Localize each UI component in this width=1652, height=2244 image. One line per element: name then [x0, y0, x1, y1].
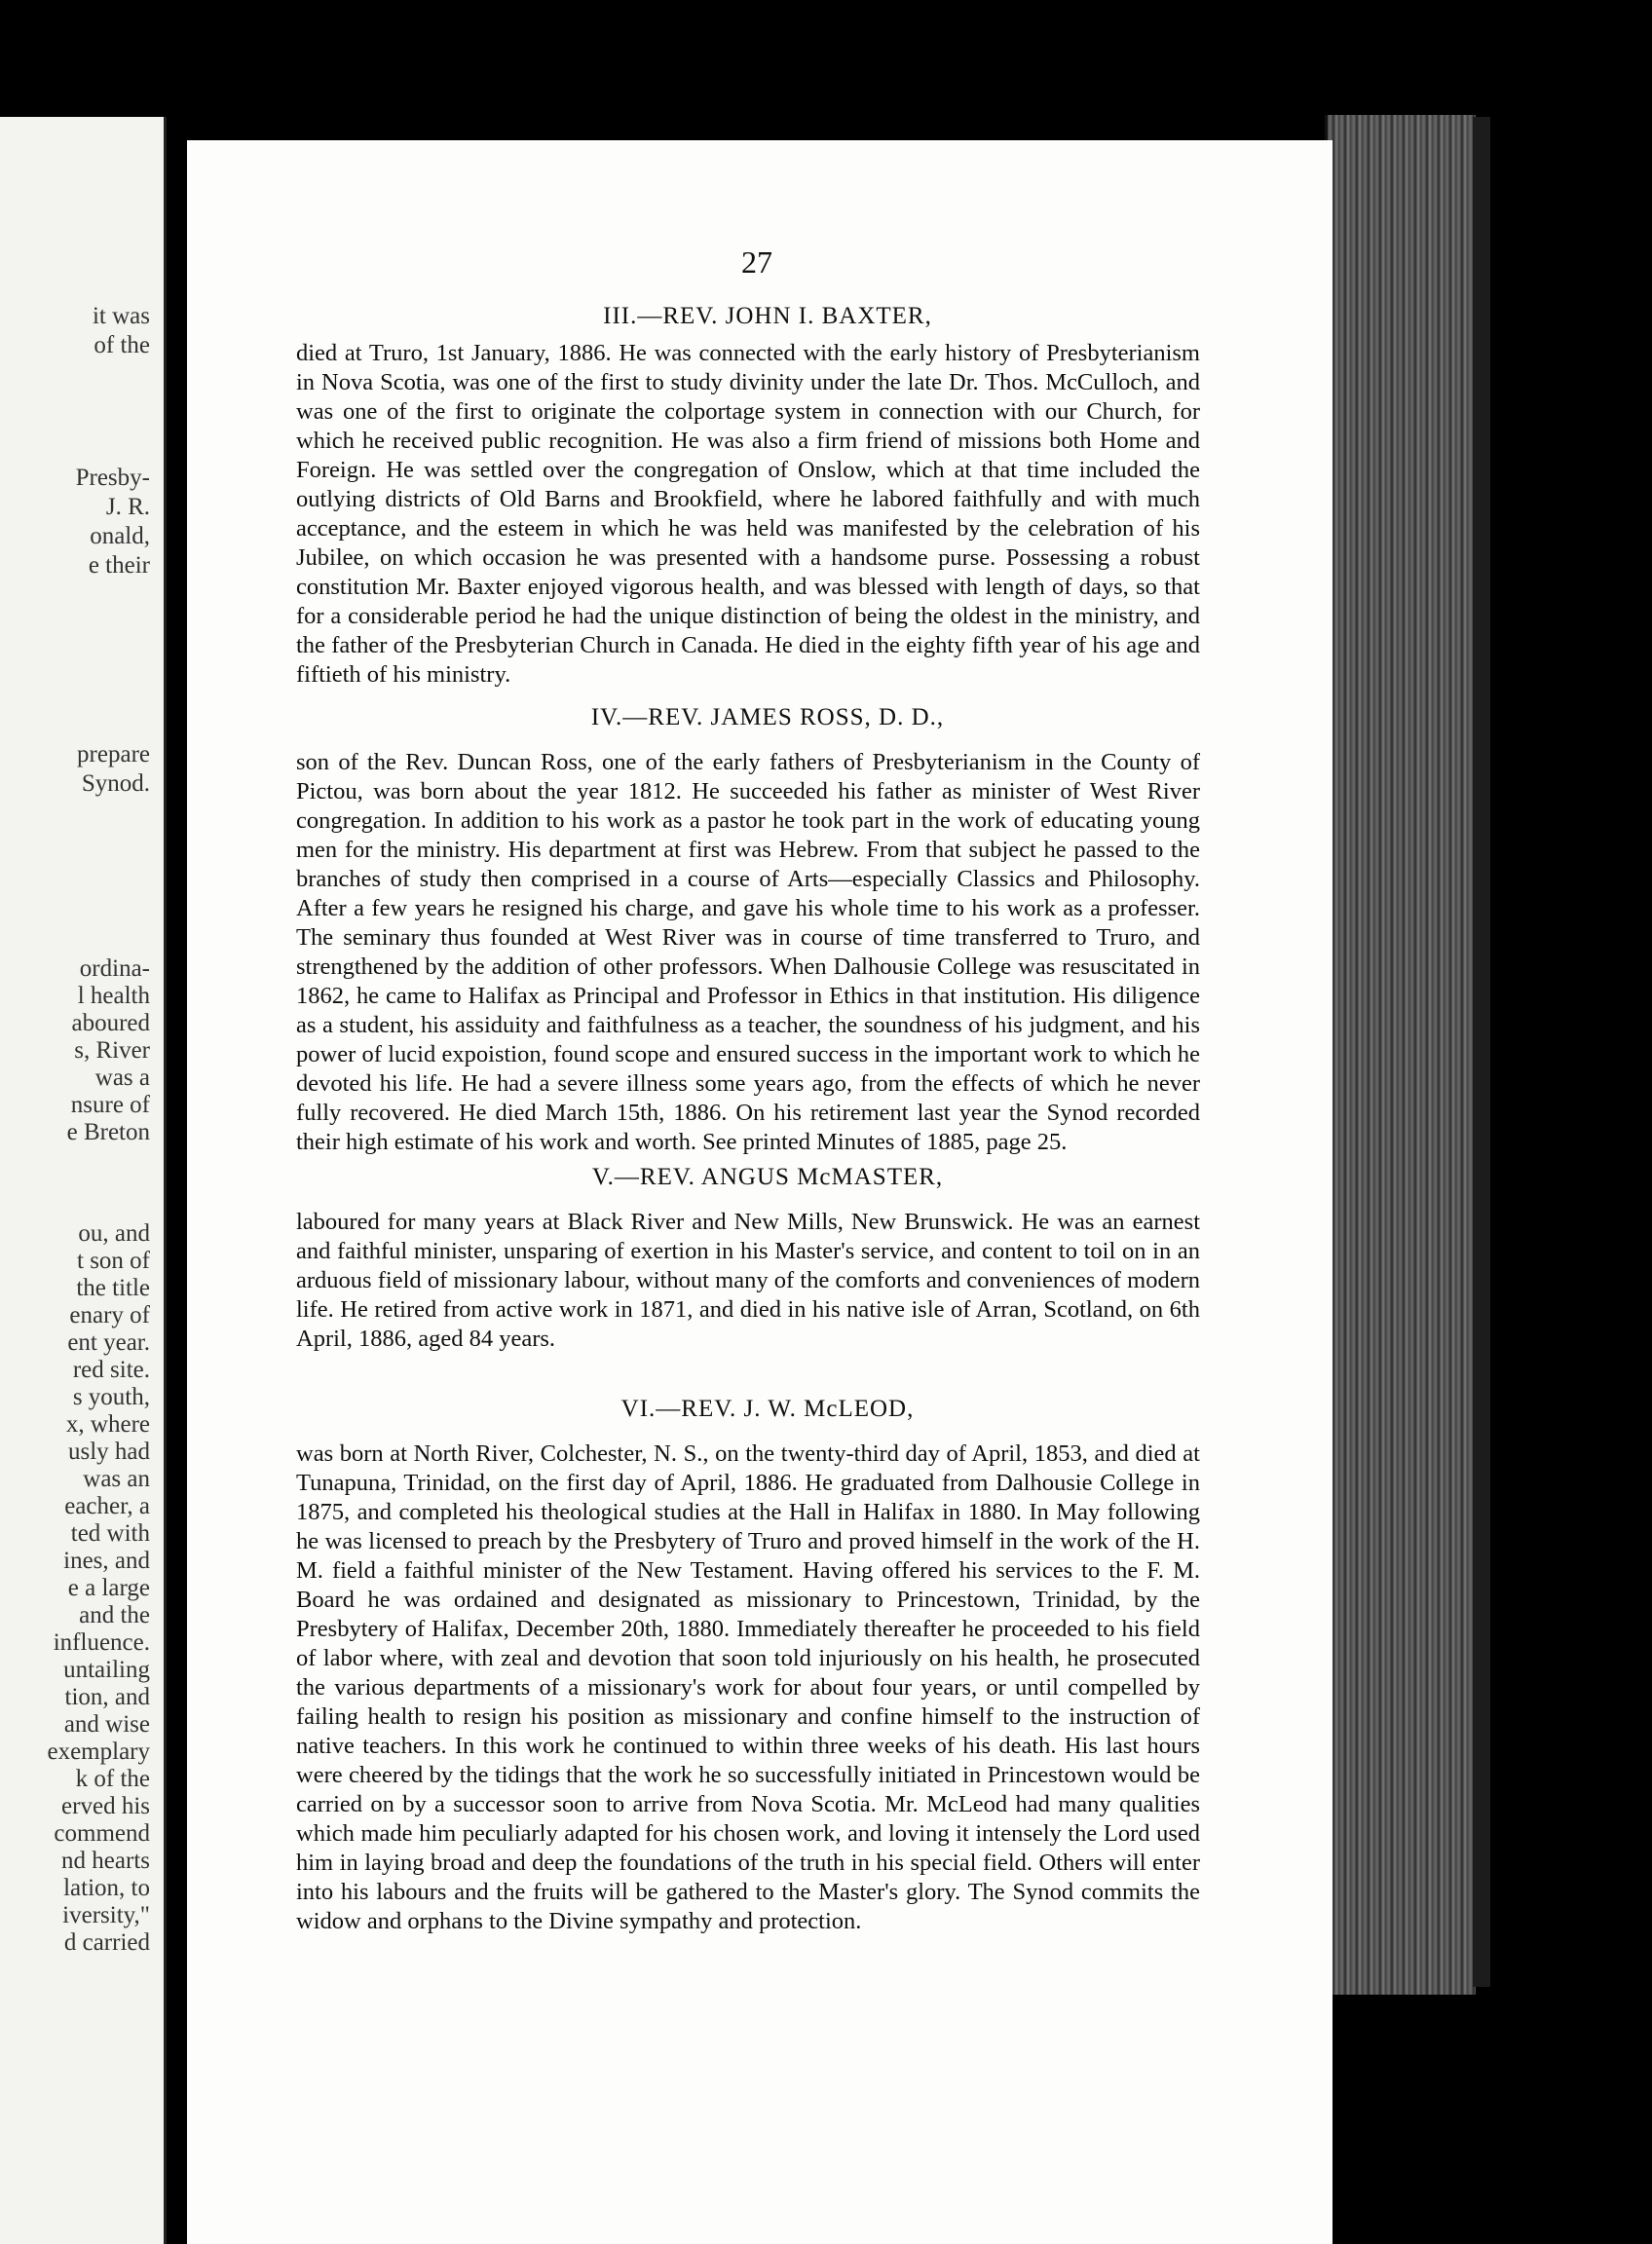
left-page-fragment: s, River: [74, 1037, 150, 1064]
left-page-fragment: ordina-: [79, 955, 150, 982]
left-page-fragment: nd hearts: [61, 1848, 150, 1874]
left-page-fragment: influence.: [53, 1629, 150, 1656]
obituary-text: died at Truro, 1st January, 1886. He was connected with the early history of Presbyterianism in Nova Scotia, was one of the first to study divinity under the late Dr. Thos. McCulloch, and was one of the first to originate the colportage system in connection with our Church, for which he received public recognition. He was also a firm friend of missions both Home and Foreign. He was settled over the congregation of Onslow, which at that time included the outlying districts of Old Barns and Brookfield, where he labored faithfully and with much acceptance, and the esteem in which he was held was manifested by the celebration of his Jubilee, on which occasion he was presented with a handsome purse. Possessing a robust constitution Mr. Baxter enjoyed vigorous health, and was blessed with length of days, so that for a considerable period he had the unique distinction of being the oldest in the ministry, and the father of the Presbyterian Church in Canada. He died in the eighty fifth year of his age and fiftieth of his ministry.: [296, 340, 1200, 688]
left-page-fragment: J. R.: [105, 494, 150, 520]
book-cover-edge: [1473, 117, 1490, 1987]
left-page-fragment: Presby-: [75, 465, 150, 491]
left-page-fragment: e their: [88, 552, 150, 579]
left-page-fragment: tion, and: [64, 1684, 150, 1710]
left-page-fragment: enary of: [69, 1302, 150, 1328]
left-page-fragment: usly had: [67, 1439, 150, 1465]
left-page-fragment: red site.: [72, 1357, 150, 1383]
left-page-fragment: ted with: [70, 1520, 150, 1547]
left-page-fragment: ou, and: [78, 1220, 150, 1247]
obituary-text: son of the Rev. Duncan Ross, one of the early fathers of Presbyterianism in the County of Pictou, was born about the year 1812. He succeeded his father as minister of West River congregation. In addition to his work as a pastor he took part in the work of educating young men for the ministry. His department at first was Hebrew. From that subject he passed to the branches of study then comprised in a course of Arts—especially Classics and Philosophy. After a few years he resigned his charge, and gave his whole time to his work as a professer. The seminary thus founded at West River was in course of time transferred to Truro, and strengthened by the addition of other professors. When Dalhousie College was resuscitated in 1862, he came to Halifax as Principal and Professor in Ethics in that institution. His diligence as a student, his assiduity and faithfulness as a teacher, the soundness of his judgment, and his power of lucid expoistion, found scope and ensured success in the important work to which he devoted his life. He had a severe illness some years ago, from the effects of which he never fully recovered. He died March 15th, 1886. On his retirement last year the Synod recorded their high estimate of his work and worth. See printed Minutes of 1885, page 25.: [296, 749, 1200, 1155]
left-page-fragment: ines, and: [63, 1548, 150, 1574]
left-page-fragment: aboured: [71, 1010, 150, 1036]
obituary-heading: III.—REV. JOHN I. BAXTER,: [603, 303, 932, 329]
left-page-fragment: k of the: [75, 1766, 150, 1792]
left-page-fragment: l health: [77, 983, 150, 1009]
left-page-fragment: nsure of: [70, 1092, 150, 1118]
book-page-edge: [1325, 115, 1476, 1995]
left-page-fragment: exemplary: [47, 1739, 150, 1765]
obituary-heading: V.—REV. ANGUS McMASTER,: [591, 1164, 944, 1190]
left-page-fragment: t son of: [77, 1248, 150, 1274]
obituary-text: was born at North River, Colchester, N. S., on the twenty-third day of April, 1853, and died at Tunapuna, Trinidad, on the first day of April, 1886. He graduated from Dalhousie College in 1875, and completed his theological studies at the Hall in Halifax in 1880. In May following he was licensed to preach by the Presbytery of Truro and proved himself in the work of the H. M. field a faithful minister of the New Testament. Having offered his services to the F. M. Board he was ordained and designated as missionary to Princestown, Trinidad, by the Presbytery of Halifax, December 20th, 1880. Immediately thereafter he proceeded to his field of labor where, with zeal and devotion that soon told injuriously on his health, he prosecuted the various departments of a missionary's work for about four years, or until compelled by failing health to resign his position as missionary and confine himself to the instruction of native teachers. In this work he continued to within three weeks of his death. His last hours were cheered by the tidings that the work he so successfully initiated in Princestown would be carried on by a successor soon to arrive from Nova Scotia. Mr. McLeod had many qualities which made him peculiarly adapted for his chosen work, and loving it intensely the Lord used him in laying broad and deep the foundations of the truth in his special field. Others will enter into his labours and the fruits will be gathered to the Master's glory. The Synod commits the widow and orphans to the Divine sympathy and protection.: [296, 1440, 1200, 1934]
left-page-fragment: of the: [94, 332, 150, 358]
left-page-fragment: x, where: [65, 1411, 150, 1438]
left-page-fragment: e a large: [67, 1575, 150, 1601]
left-page-fragment: s youth,: [72, 1384, 150, 1410]
left-page-fragment: and wise: [63, 1711, 150, 1738]
obituary-text: laboured for many years at Black River and New Mills, New Brunswick. He was an earnest and faithful minister, unsparing of exertion in his Master's service, and content to toil on in an arduous field of missionary labour, without many of the comforts and conveniences of modern life. He retired from active work in 1871, and died in his native isle of Arran, Scotland, on 6th April, 1886, aged 84 years.: [296, 1209, 1200, 1352]
left-page-fragment: lation, to: [63, 1875, 150, 1901]
left-page-fragment: Synod.: [81, 770, 150, 797]
page-number: 27: [741, 244, 772, 280]
left-page-fragment: and the: [79, 1602, 150, 1628]
page-content: [296, 244, 1200, 1936]
left-page-fragment: e Breton: [66, 1119, 150, 1145]
left-page-fragment: was an: [83, 1466, 150, 1492]
left-page-fragment: d carried: [63, 1929, 150, 1956]
left-page-fragment: ent year.: [67, 1329, 150, 1356]
obituary-heading: VI.—REV. J. W. McLEOD,: [620, 1396, 915, 1422]
document-page: [187, 140, 1333, 2244]
left-facing-page: [0, 117, 167, 2244]
left-page-fragment: erved his: [61, 1793, 150, 1819]
left-page-fragment: it was: [92, 303, 150, 329]
left-page-fragment: iversity,": [62, 1902, 150, 1928]
left-page-fragment: prepare: [77, 741, 150, 767]
left-page-fragment: eacher, a: [64, 1493, 150, 1519]
left-page-fragment: the title: [76, 1275, 150, 1301]
left-page-fragment: onald,: [90, 523, 150, 549]
left-page-fragment: commend: [54, 1820, 150, 1847]
left-page-fragment: untailing: [63, 1657, 150, 1683]
obituary-heading: IV.—REV. JAMES ROSS, D. D.,: [590, 704, 945, 730]
left-page-fragment: was a: [94, 1065, 150, 1091]
